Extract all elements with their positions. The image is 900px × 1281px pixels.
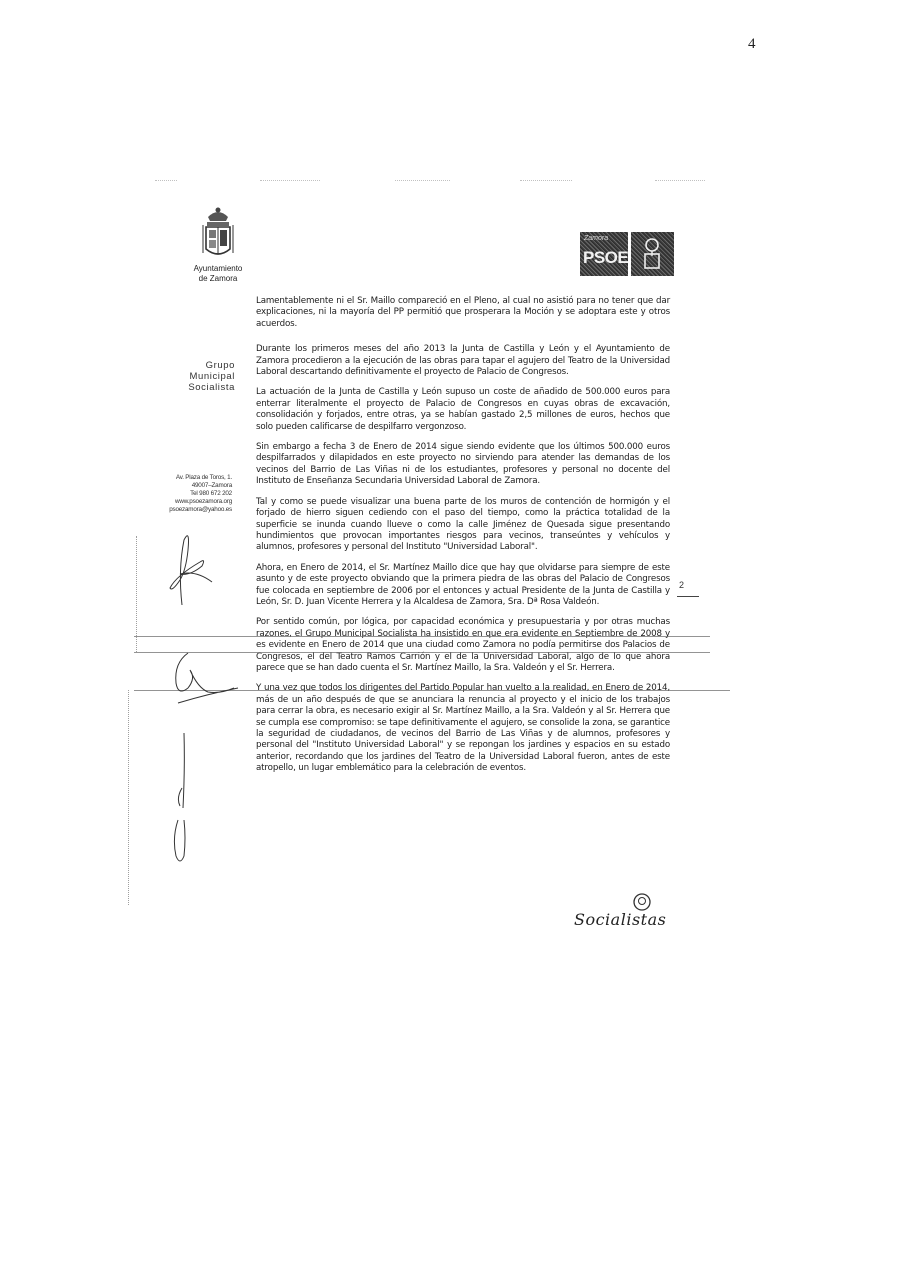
paragraph: Ahora, en Enero de 2014, el Sr. Martínez Maillo dice que hay que olvidarse para siempre de este asunto y de este proyecto obviando que la primera piedra de las obras del Palacio de Congresos fue colocada en septiembre de 2006 por el entonces y actual Presidente de la Junta de Castilla y León, Sr. D. Juan Vicente Herrera y la Alcaldesa de Zamora, Sra. Dª Rosa Valdeón. <box>256 562 670 607</box>
contact-phone: Tel 980 672 202 <box>190 490 232 497</box>
margin-note-underline <box>677 596 699 597</box>
paragraph: Durante los primeros meses del año 2013 la Junta de Castilla y León y el Ayuntamiento de Zamora procedieron a la ejecución de las obras para tapar el agujero del Teatro de la Universidad Laboral descartando definitivamente el proyecto de Palacio de Congresos. <box>256 344 670 378</box>
group-line: Socialista <box>188 382 235 393</box>
signature-icon <box>168 728 198 868</box>
signature-icon <box>160 530 230 610</box>
paragraph: Por sentido común, por lógica, por capacidad económica y presupuestaria y por otras muchas razones, el Grupo Municipal Socialista ha insistido en que era evidente en Septiembre de 2008 y es evidente en Enero de 2014 que una ciudad como Zamora no podía permitirse dos Palacios de Congresos, el del Teatro Ramos Carrión y el de la Universidad Laboral, algo de lo que ahora parece que se han dado cuenta el Sr. Martínez Maillo, la Sra. Valdeón y el Sr. Herrera. <box>256 617 670 673</box>
contact-block <box>150 474 232 514</box>
group-label <box>170 360 235 393</box>
group-line: Grupo <box>205 360 235 371</box>
rose-fist-icon <box>632 892 652 912</box>
scan-line <box>128 690 129 905</box>
scan-noise <box>150 180 710 186</box>
zamora-crest-icon <box>198 205 238 265</box>
margin-page-note: 2 <box>679 580 685 590</box>
paragraph: La actuación de la Junta de Castilla y León supuso un coste de añadido de 500.000 euros para enterrar literalmente el proyecto de Palacio de Congresos en cuyas obras de excavación, consolidación y forjados, entre otras, ya se habían gastado 2,5 millones de euros, hechos que solo pueden calificarse de despilfarro vergonzoso. <box>256 387 670 432</box>
document-body <box>256 296 670 784</box>
scan-line <box>136 536 137 652</box>
socialistas-text: Socialistas <box>574 910 667 929</box>
contact-postal: 49007–Zamora <box>191 482 232 489</box>
crest-caption <box>186 264 250 284</box>
page-number: 4 <box>748 36 756 52</box>
group-line: Municipal <box>189 371 235 382</box>
caption-line: Ayuntamiento <box>193 264 243 273</box>
psoe-logo-icon <box>580 232 674 276</box>
scan-line <box>134 636 710 637</box>
paragraph: Sin embargo a fecha 3 de Enero de 2014 sigue siendo evidente que los últimos 500.000 euros despilfarrados y dilapidados en este proyecto no sirviendo para atender las demandas de los vecinos del Barrio de Las Viñas ni de los estudiantes, profesores y personal no docente del Instituto de Enseñanza Secundaria Universidad Laboral de Zamora. <box>256 442 670 487</box>
psoe-small-text: Zamora <box>584 235 609 242</box>
psoe-big-text: PSOE <box>583 248 629 267</box>
rose-fist-icon <box>631 232 674 276</box>
contact-address: Av. Plaza de Toros, 1. <box>175 474 232 481</box>
paragraph: Lamentablemente ni el Sr. Maillo compareció en el Pleno, al cual no asistió para no tener que dar explicaciones, ni la mayoría del PP permitió que prosperara la Moción y se adoptara este y otros acuerdos. <box>256 296 670 329</box>
socialistas-logo <box>574 892 667 938</box>
paragraph: Y una vez que todos los dirigentes del Partido Popular han vuelto a la realidad, en Enero de 2014, más de un año después de que se anunciara la renuncia al proyecto y el inicio de los trabajos para cerrar la obra, es necesario exigir al Sr. Martínez Maillo, a la Sra. Valdeón y al Sr. Herrera que se cumpla ese compromiso: se tape definitivamente el agujero, se consolide la zona, se garantice la seguridad de ciudadanos, de vecinos del Barrio de Las Viñas y de alumnos, profesores y personal del "Instituto Universidad Laboral" y se repongan los jardines y espacios en su estado anterior, recordando que los jardines del Teatro de la Universidad Laboral fueron, antes de este atropello, un lugar emblemático para la celebración de eventos. <box>256 683 670 774</box>
caption-line: de Zamora <box>198 274 238 283</box>
paragraph: Tal y como se puede visualizar una buena parte de los muros de contención de hormigón y el forjado de hierro siguen cediendo con el paso del tiempo, como la práctica totalidad de la superficie se inunda cuando llueve o como la calle Jiménez de Quesada sigue presentando hundimientos que provocan importantes riesgos para vecinos, transeúntes y vehículos y alumnos, profesores y personal del Instituto "Universidad Laboral". <box>256 496 670 553</box>
contact-web[interactable]: www.psoezamora.org <box>175 498 232 505</box>
contact-email[interactable]: psoezamora@yahoo.es <box>169 506 232 513</box>
signature-icon <box>168 648 248 708</box>
psoe-text-box <box>580 232 628 276</box>
